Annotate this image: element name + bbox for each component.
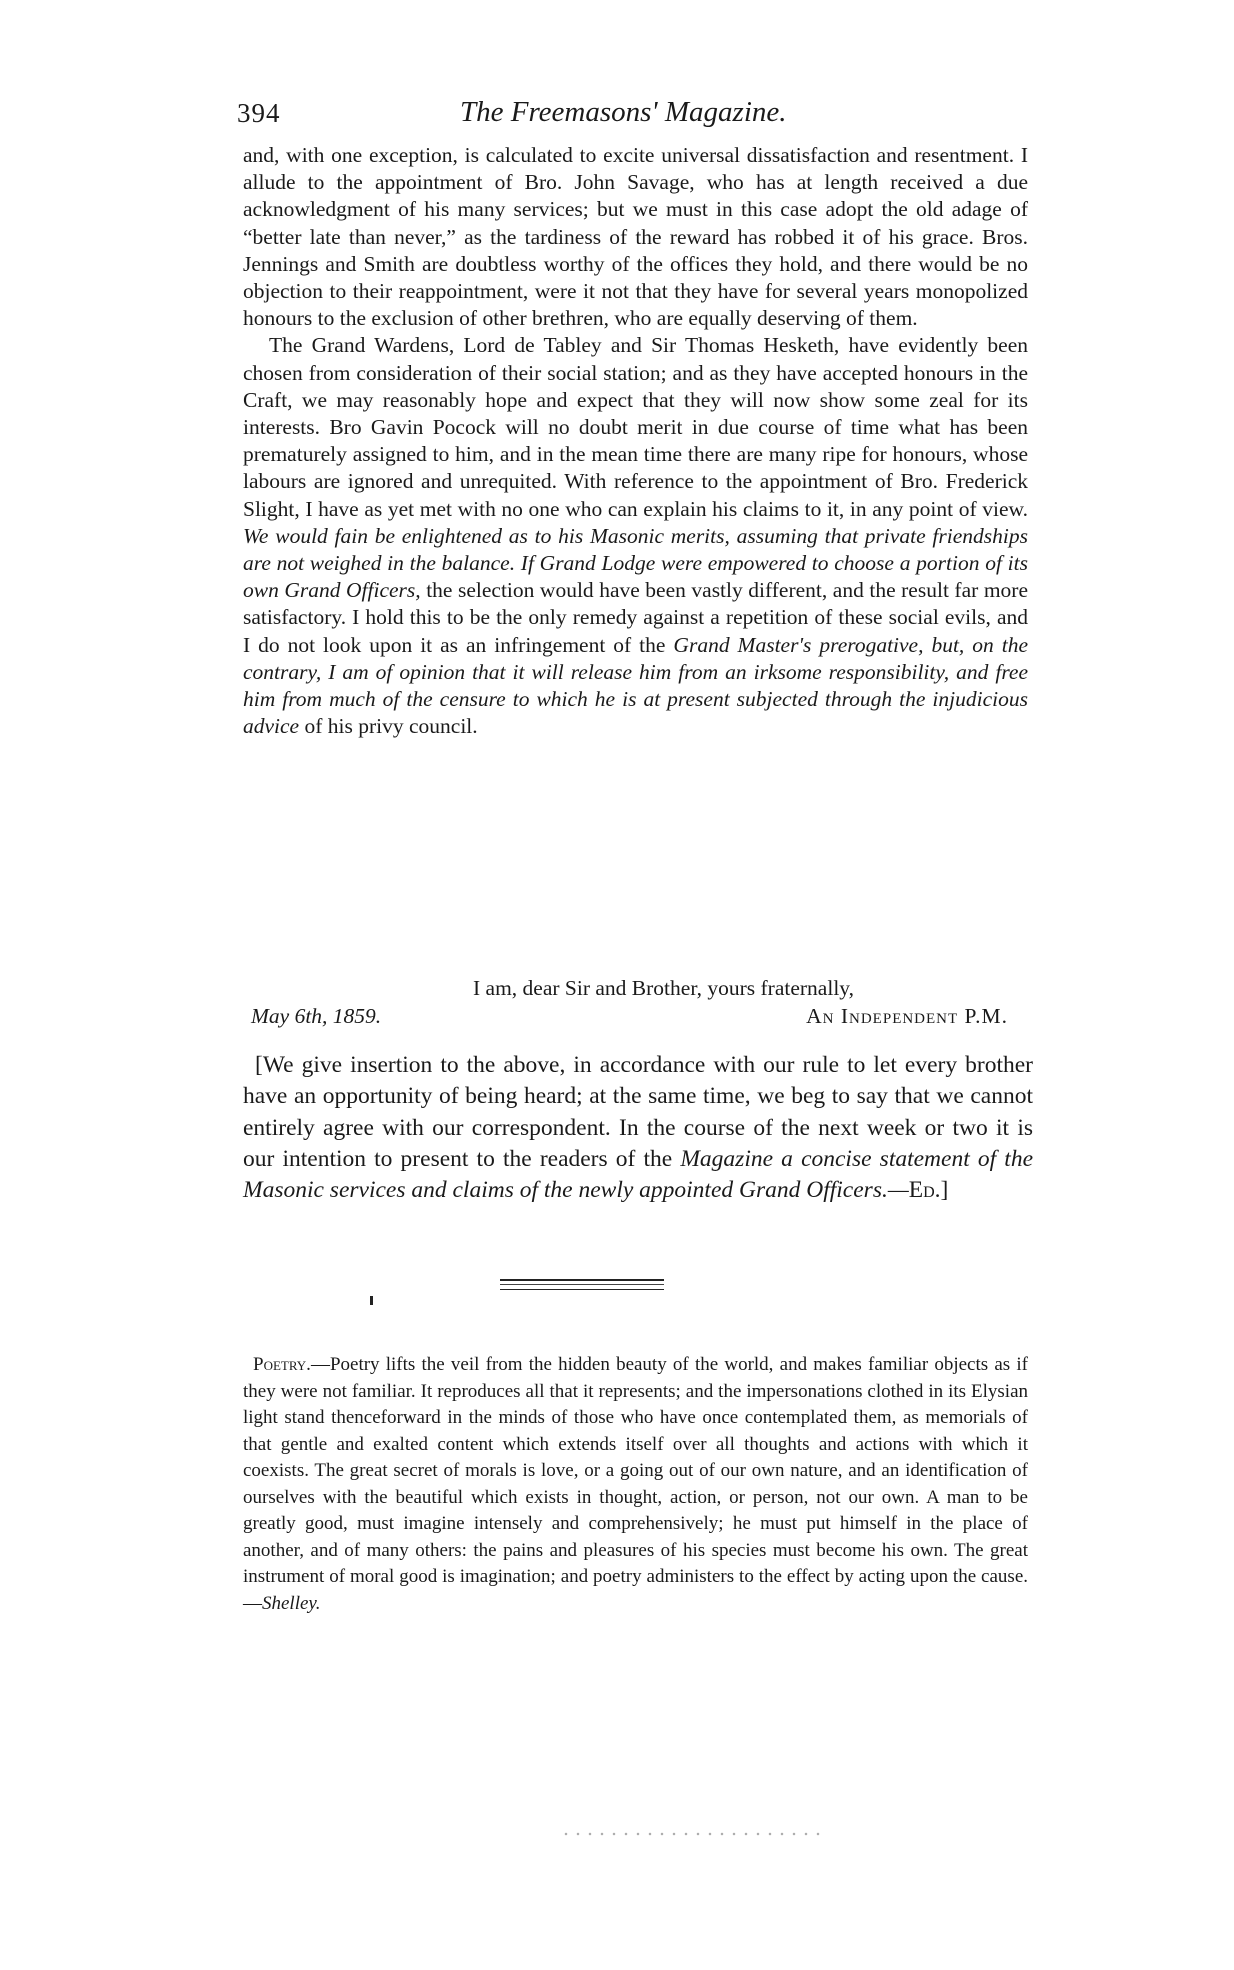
running-title: The Freemasons' Magazine.: [460, 96, 787, 128]
footer-print-dots: [560, 1832, 820, 1836]
print-mark: [370, 1296, 373, 1305]
section-divider: [500, 1279, 664, 1290]
editor-note-text-c: ]: [940, 1177, 949, 1204]
letter-paragraph-2-part-c: the selection would have been vastly different, and the result far more satisfactory. I hold this to be the only remedy against a repetition of these social evils, and I do not look upon it as an infringement of the: [243, 578, 1028, 657]
poetry-attribution: Shelley.: [262, 1592, 321, 1614]
editor-note-text-b: a concise statement of the Masonic services and claims of the newly appointed Grand Officers.—: [243, 1145, 1033, 1204]
poetry-body: —Poetry lifts the veil from the hidden beauty of the world, and makes familiar objects as if they were not familiar. It reproduces all that it represents; and the impersonations clothed in its Elysian light stand thenceforward in the minds of those who have once contemplated them, as memorials of that gentle and exalted content which extends itself over all thoughts and actions with which it coexists. The great secret of morals is love, or a going out of our own nature, and an identification of ourselves with the beautiful which exists in thought, action, or person, not our own. A man to be greatly good, must imagine intensely and comprehensively; he must put himself in the place of another, and of many others: the pains and pleasures of his species must become his own. The great instrument of moral good is imagination; and poetry administers to the effect by acting upon the cause.—: [243, 1354, 1028, 1614]
letter-body: [243, 142, 1028, 740]
poetry-excerpt: [243, 1352, 1028, 1617]
letter-paragraph-2-part-a: The Grand Wardens, Lord de Tabley and Sir Thomas Hesketh, have evidently been chosen from consideration of their social station; and as they have accepted honours in the Craft, we may reasonably hope and expect that they will now show some zeal for its interests. Bro Gavin Pocock will no doubt merit in due course of time what has been prematurely assigned to him, and in the mean time there are many ripe for honours, whose labours are ignored and unrequited. With reference to the appointment of Bro. Frederick Slight, I have as yet met with no one who can explain his claims to it, in any point of view.: [243, 333, 1028, 521]
editor-note: [243, 1050, 1033, 1206]
poetry-heading: Poetry.: [253, 1354, 311, 1375]
editor-note-ed: Ed.: [908, 1177, 941, 1204]
editor-note-paragraph: [243, 1050, 1033, 1206]
editor-note-magazine: Magazine: [680, 1145, 774, 1172]
letter-paragraph-2-part-d: Grand Master's prerogative, but, on the contrary, I am of opinion that it will release him from an irksome responsibility, and free him from much of the censure to which he is at present subjected through the injudicious advice: [243, 632, 1028, 739]
letter-paragraph-2-part-b: We would fain be enlightened as to his Masonic merits, assuming that private friendships are not weighed in the balance. If Grand Lodge were empowered to choose a portion of its own Grand Officers,: [243, 523, 1028, 603]
letter-signature: An Independent P.M.: [806, 1004, 1008, 1028]
letter-date: May 6th, 1859.: [251, 1004, 382, 1028]
letter-closing: I am, dear Sir and Brother, yours fraternally,: [473, 976, 855, 1000]
editor-note-text-a: [We give insertion to the above, in accordance with our rule to let every brother have an opportunity of being heard; at the same time, we beg to say that we cannot entirely agree with our correspondent. In the course of the next week or two it is our intention to present to the readers of the: [243, 1052, 1033, 1172]
page-number: 394: [237, 98, 281, 128]
letter-paragraph-2-part-e: of his privy council.: [299, 714, 478, 739]
letter-paragraph-1: and, with one exception, is calculated to excite universal dissatisfaction and resentment. I allude to the appointment of Bro. John Savage, who has at length received a due acknowledgment of his many services; but we must in this case adopt the old adage of “better late than never,” as the tardiness of the reward has robbed it of his grace. Bros. Jennings and Smith are doubtless worthy of the offices they hold, and there would be no objection to their reappointment, were it not that they have for several years monopolized honours to the exclusion of other brethren, who are equally deserving of them.: [243, 143, 1028, 331]
letter-paragraph-2: [243, 332, 1028, 740]
poetry-paragraph: [243, 1352, 1028, 1617]
